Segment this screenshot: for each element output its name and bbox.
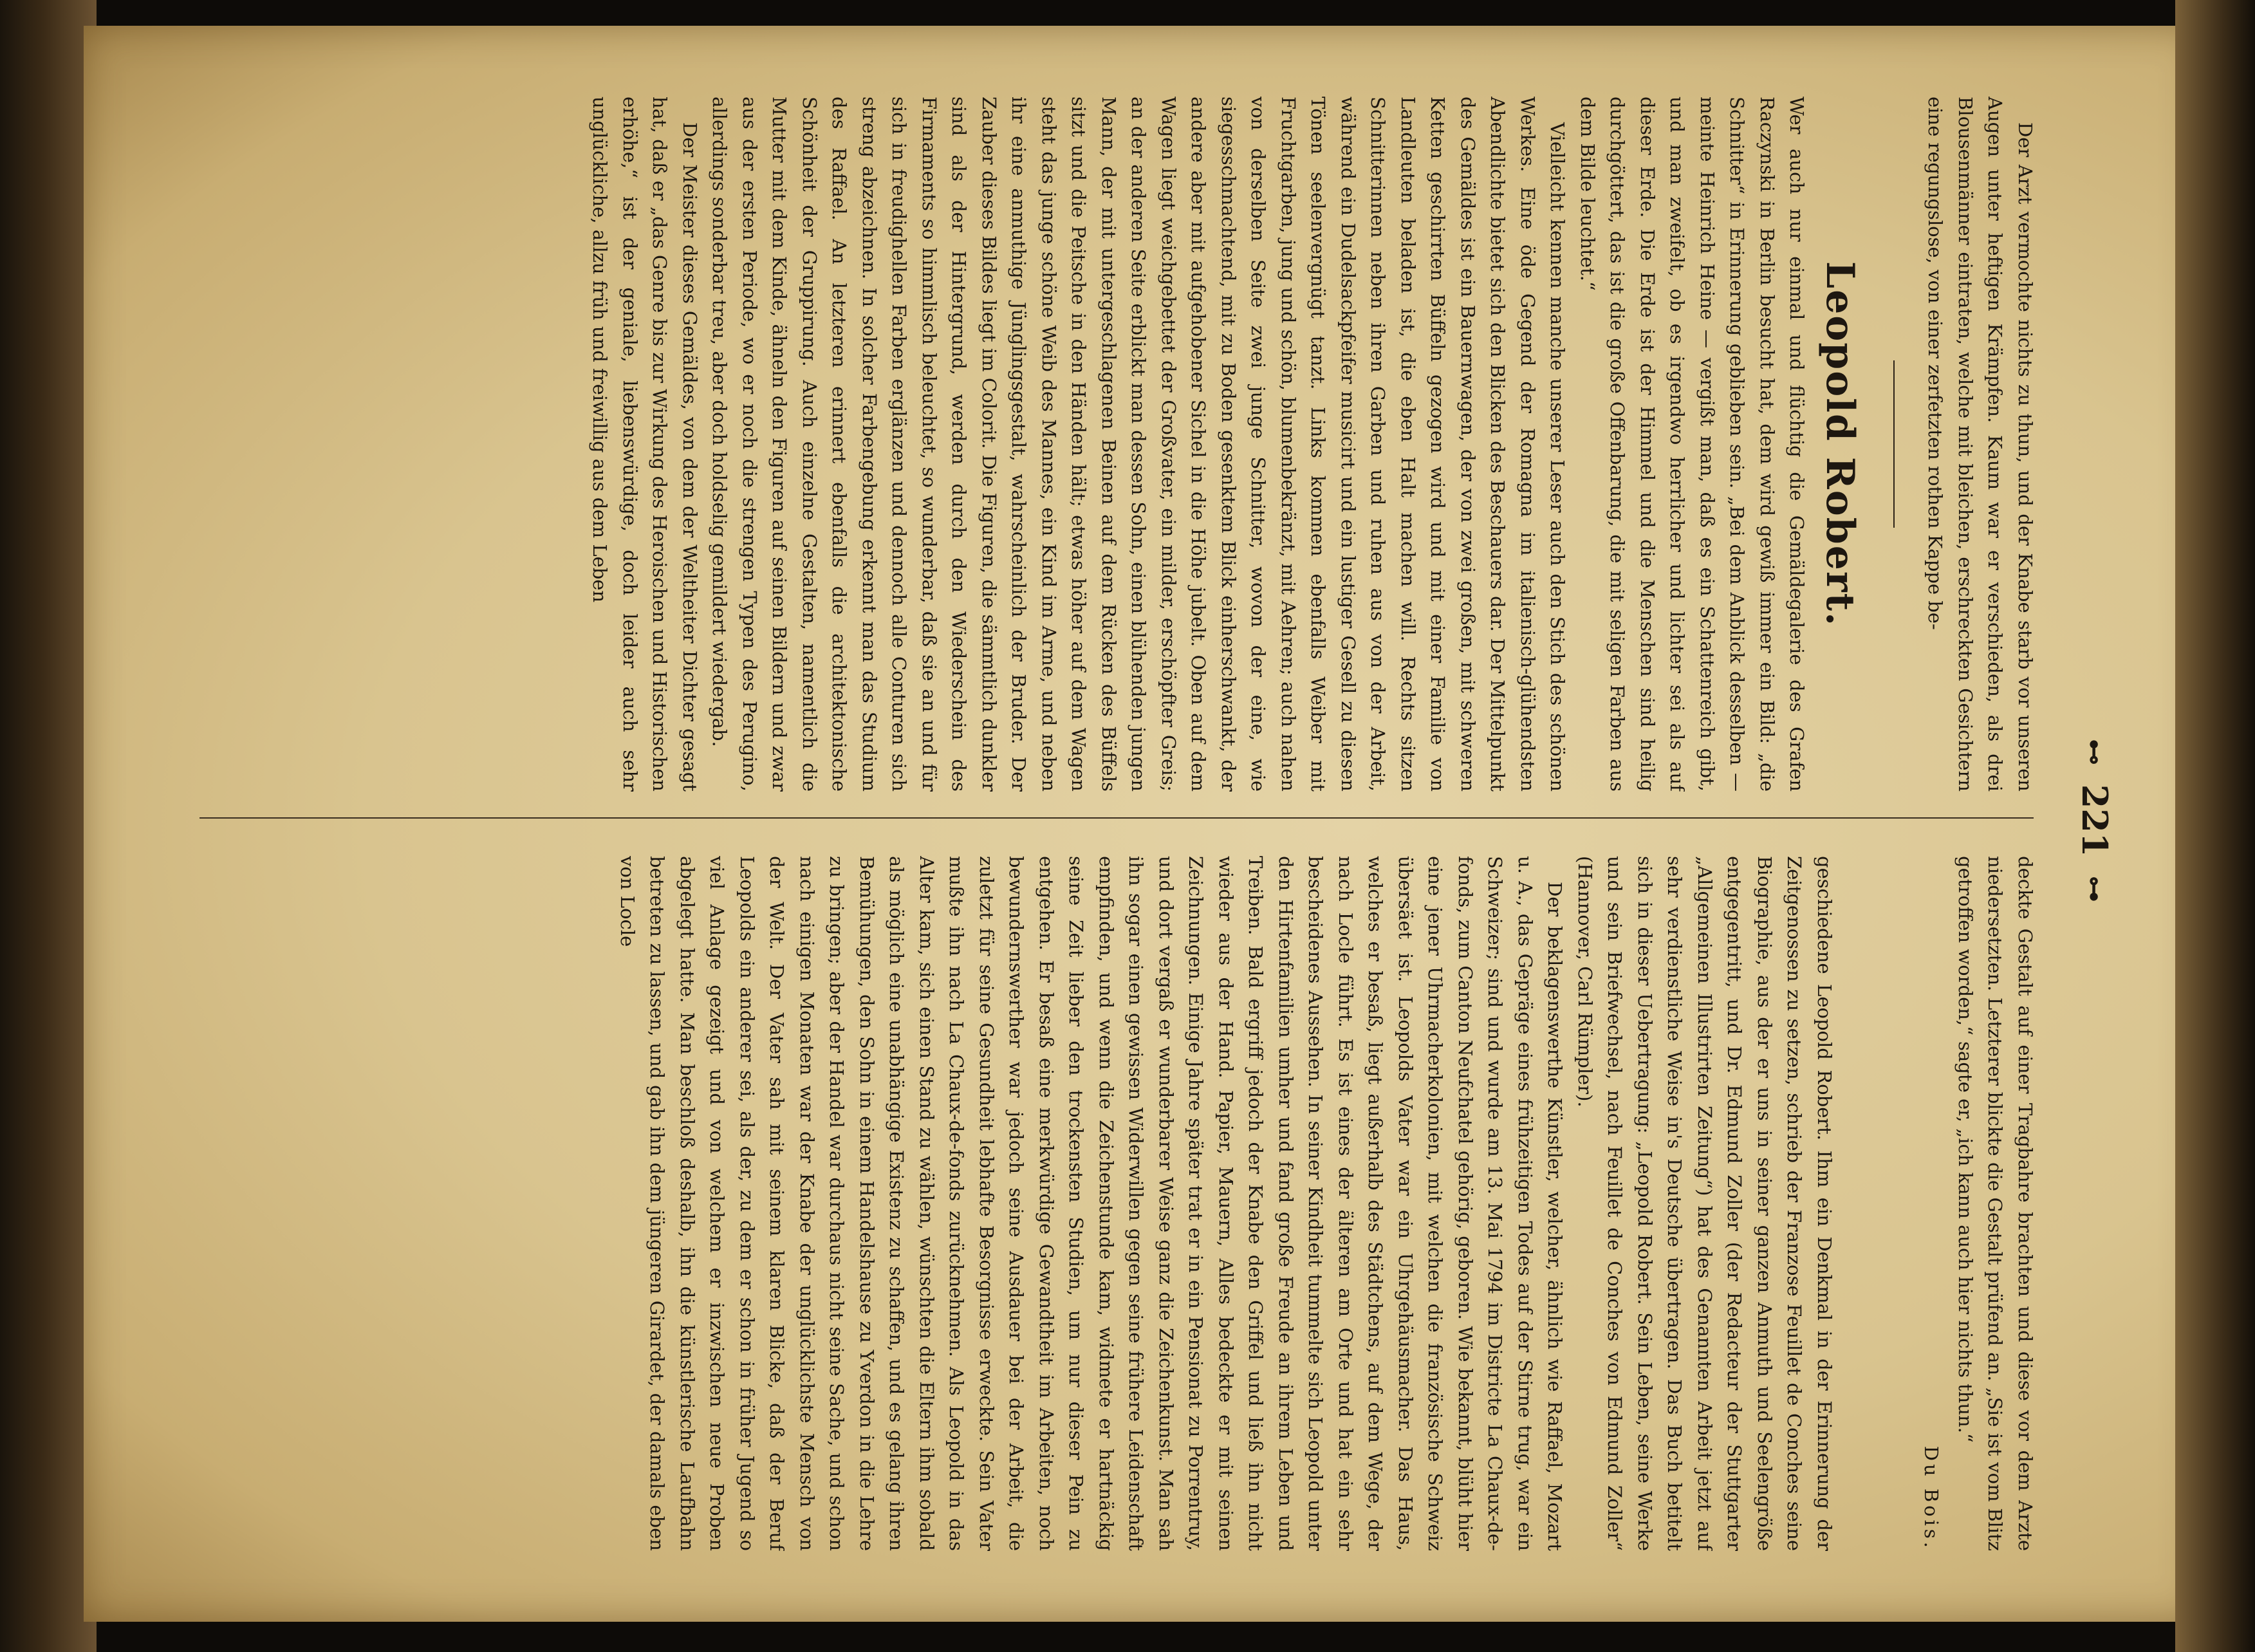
ornament-right: ⊶ <box>2079 876 2110 902</box>
page-number: 221 <box>2074 784 2115 857</box>
book-spine <box>0 0 97 1652</box>
author-signature: Du Bois. <box>1920 1445 1943 1551</box>
intro-paragraph: Der Arzt vermochte nichts zu thun, und der Knabe starb vor unseren Augen unter heftigen Krämpfen. Kaum war er verschieden, als drei Blousenmänner eintraten, welche mit bleichen, erschreckten Gesichtern eine regungslose, von einer zerfetzten rothen Kappe be- <box>1924 97 2036 792</box>
rotated-text-block <box>129 71 2124 1570</box>
article-continuation-2: Der beklagenswerthe Künstler, welcher, ähnlich wie Raffael, Mozart u. A., das Gepräge eines frühzeitigen Todes auf der Stirne trug, war ein Schweizer; sind und wurde am 13. Mai 1794 im Districte La Chaux-de-fonds, zum Canton Neufchatel gehörig, geboren. Wie bekannt, blüht hier eine jener Uhrmacherkolonien, mit welchen die französische Schweiz übersäet ist. Leopolds Vater war ein Uhrgehäusmacher. Das Haus, welches er besaß, liegt außerhalb des Städtchens, auf dem Wege, der nach Locle führt. Es ist eines der älteren am Orte und hat ein sehr bescheidenes Aussehen. In seiner Kindheit tummelte sich Leopold unter den Hirtenfamilien umher und fand große Freude an ihrem Leben und Treiben. Bald ergriff jedoch der Knabe den Griffel und ließ ihn nicht wieder aus der Hand. Papier, Mauern, Alles bedeckte er mit seinen Zeichnungen. Einige Jahre später trat er in ein Pensionat zu Porrentruy, und dort vergaß er wunderbarer Weise ganz die Zeichenkunst. Man sah ihn sogar einen gewissen Widerwillen gegen seine frühere Leidenschaft empfinden, und wenn die Zeichenstunde kam, widmete er hartnäckig seine Zeit lieber den trockensten Studien, um nur dieser Pein zu entgehen. Er besaß eine merkwürdige Gewandtheit im Arbeiten, noch bewundernswerther war jedoch seine Ausdauer bei der Arbeit, die zuletzt für seine Gesundheit lebhafte Besorgnisse erweckte. Sein Vater mußte ihn nach La Chaux-de-fonds zurücknehmen. Als Leopold in das Alter kam, sich einen Stand zu wählen, wünschten die Eltern ihm sobald als möglich eine unabhängige Existenz zu schaffen, und es gelang ihren Bemühungen, den Sohn in einem Handelshause zu Yverdon in die Lehre zu bringen; aber der Handel war durchaus nicht seine Sache, und schon nach einigen Monaten war der Knabe der unglücklichste Mensch von der Welt. Der Vater sah mit seinem klaren Blicke, daß der Beruf Leopolds ein anderer sei, als der, zu dem er schon in früher Jugend so viel Anlage gezeigt und von welchem er inzwischen neue Proben abgelegt hatte. Man beschloß deshalb, ihn die künstlerische Laufbahn betreten zu lassen, und gab ihn dem jüngeren Girardet, der damals eben von Locle <box>617 856 1566 1551</box>
article-paragraph-3: Der Meister dieses Gemäldes, von dem der Weltheiter Dichter gesagt hat, daß er „das Genre bis zur Wirkung des Heroischen und Historischen erhöhe,“ ist der geniale, liebenswürdige, doch leider auch sehr unglückliche, allzu früh und freiwillig aus dem Leben <box>589 97 701 792</box>
article-paragraph-1: Wer auch nur einmal und flüchtig die Gemäldegalerie des Grafen Raczynski in Berlin besucht hat, dem wird gewiß immer ein Bild: „die Schnitter“ in Erinnerung geblieben sein. „Bei dem Anblick desselben — meinte Heinrich Heine — vergißt man, daß es ein Schattenreich gibt, und man zweifelt, ob es irgendwo herrlicher und lichter sei als auf dieser Erde. Die Erde ist der Himmel und die Menschen sind heilig durchgöttert, das ist die große Offenbarung, die mit seligen Farben aus dem Bilde leuchtet.“ <box>1577 97 1808 792</box>
story-end-paragraph: deckte Gestalt auf einer Tragbahre brachten und diese vor dem Arzte niedersetzten. Letzterer blickte die Gestalt prüfend an. „Sie ist vom Blitz getroffen worden,“ sagte er, „ich kann auch hier nichts thun.“ <box>1954 856 2036 1551</box>
page-edge-shadow <box>2175 0 2255 1652</box>
article-continuation-1: geschiedene Leopold Robert. Ihm ein Denkmal in der Erinnerung der Zeitgenossen zu setzen, schrieb der Franzose Feuillet de Conches seine Biographie, aus der er uns in seiner ganzen Anmuth und Seelengröße entgegentritt, und Dr. Edmund Zoller (der Redacteur der Stuttgarter „Allgemeinen Illustrirten Zeitung“) hat des Genannten Arbeit jetzt auf sehr verdienstliche Weise in's Deutsche übertragen. Das Buch betitelt sich in dieser Uebertragung: „Leopold Robert. Sein Leben, seine Werke und sein Briefwechsel, nach Feuillet de Conches von Edmund Zoller“ (Hannover, Carl Rümpler). <box>1574 856 1835 1551</box>
column-divider <box>200 817 2034 819</box>
left-column <box>174 97 2040 792</box>
article-title: Leopold Robert. <box>1817 261 1862 627</box>
page-header <box>2066 71 2124 1570</box>
article-paragraph-2: Vielleicht kennen manche unserer Leser auch den Stich des schönen Werkes. Eine öde Gegend der Romagna im italienisch-glühendsten Abendlichte bietet sich den Blicken des Beschauers dar. Der Mittelpunkt des Gemäldes ist ein Bauernwagen, der von zwei großen, mit schweren Ketten geschirrten Büffeln gezogen wird und mit einer Familie von Landleuten beladen ist, die eben Halt machen will. Rechts sitzen Schnitterinnen neben ihren Garben und ruhen aus von der Arbeit, während ein Dudelsackpfeifer musicirt und ein lustiger Gesell zu diesen Tönen seelenvergnügt tanzt. Links kommen ebenfalls Weiber mit Fruchtgarben, jung und schön, blumenbekränzt, mit Aehren; auch nahen von derselben Seite zwei junge Schnitter, wovon der eine, wie siegesschmachtend, mit zu Boden gesenktem Blick einherschwankt, der andere aber mit aufgehobener Sichel in die Höhe jubelt. Oben auf dem Wagen liegt weichgebettet der Großvater, ein milder, erschöpfter Greis; an der anderen Seite erblickt man dessen Sohn, einen blühenden jungen Mann, der mit untergeschlagenen Beinen auf dem Rücken des Büffels sitzt und die Peitsche in den Händen hält; etwas höher auf dem Wagen steht das junge schöne Weib des Mannes, ein Kind im Arme, und neben ihr eine anmuthige Jünglingsgestalt, wahrscheinlich der Bruder. Der Zauber dieses Bildes liegt im Colorit. Die Figuren, die sämmtlich dunkler sind als der Hintergrund, werden durch den Wiederschein des Firmaments so himmlisch beleuchtet, so wunderbar, daß sie an und für sich in freudighellen Farben erglänzen und dennoch alle Conturen sich streng abzeichnen. In solcher Farbengebung erkennt man das Studium des Raffael. An letzteren erinnert ebenfalls die architektonische Schönheit der Gruppirung. Auch einzelne Gestalten, namentlich die Mutter mit dem Kinde, ähneln den Figuren auf seinen Bildern und zwar aus der ersten Periode, wo er noch die strengen Typen des Perugino, allerdings sonderbar treu, aber doch holdselig gemildert wiedergab. <box>709 97 1569 792</box>
right-column <box>174 856 2040 1551</box>
section-rule <box>1893 360 1895 528</box>
ornament-left: ⊷ <box>2079 739 2110 765</box>
